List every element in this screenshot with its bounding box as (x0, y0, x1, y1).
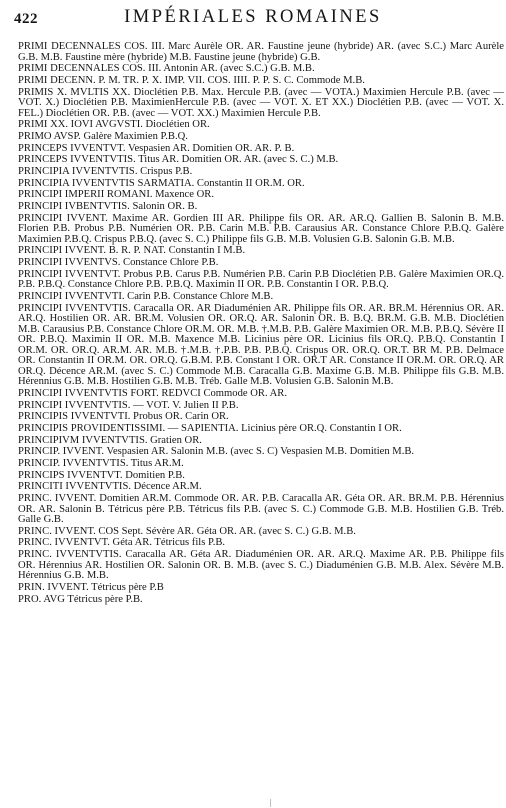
entry-principi-ibentutis: PRINCIPI IVBENTVTIS. Salonin OR. B. (18, 201, 198, 213)
entry-principi-iuventut: PRINCIPI IVVENTVT. Probus P.B. Carus P.B. Numérien P.B. Carin P.B Dioclétien P.B. Galère Maximien OR.Q. P.B. P.B.Q. Constance Chlore P.B. P.B.Q. Maximin II OR. P.B. Constantin I OR. P.B.Q. (18, 268, 504, 291)
entry-princeps-iuventutis: PRINCEPS IVVENTVTIS. Titus AR. Domitien OR. AR. (avec S. C.) M.B. (18, 154, 339, 166)
footer-mark: | (270, 798, 272, 807)
entry-primi-decenn-commode: PRIMI DECENN. P. M. TR. P. X. IMP. VII. COS. IIII. P. P. S. C. Commode M.B. (18, 74, 365, 86)
running-head: IMPÉRIALES ROMAINES (124, 7, 382, 27)
entry-principi-iuvent: PRINCIPI IVVENT. Maxime AR. Gordien III AR. Philippe fils OR. AR. AR.Q. Gallien B. Salonin B. M.B. Florien P.B. Probus P.B. Numérien OR. P.B. Carin M.B. P.B. Carausius AR. Constance Chlore P.B.Q. Galère Maximien P.B.Q. Crispus P.B.Q. (avec S. C.) Philippe fils G.B. M.B. Volusien G.B. Salonin G.B. M.B. (18, 212, 504, 245)
entry-princ-iuvent-cos: PRINC. IVVENT. COS Sept. Sévère AR. Géta OR. AR. (avec S. C.) G.B. M.B. (18, 525, 356, 537)
entry-list (18, 42, 504, 606)
entry-princ-iuventutis: PRINC. IVVENTVTIS. Caracalla AR. Géta AR. Diaduménien OR. AR. AR.Q. Maxime AR. P.B. Philippe fils OR. Hérennius AR. Hostilien OR. Salonin OR. B. M.B. (avec S. C.) Diaduménien G.B. M.B. Alex. Sévère M.B. Hérennius G.B. M.B. (18, 549, 504, 582)
entry-princiti-iuventutis: PRINCITI IVVENTVTIS. Décence AR.M. (18, 481, 202, 493)
entry-pro-aug: PRO. AVG Tétricus père P.B. (18, 593, 143, 605)
entry-princ-iuvent: PRINC. IVVENT. Domitien AR.M. Commode OR. AR. P.B. Caracalla AR. Géta OR. AR. BR.M. P.B. Hérennius OR. AR. Salonin B. Tétricus père P.B. Tétricus fils P.B. (avec S. C.) Commode G.B. M.B. Hostilien G.B. Tréb. Galle G.B. (18, 493, 504, 526)
entry-princip-iuventutis: PRINCIP. IVVENTVTIS. Titus AR.M. (18, 458, 184, 469)
entry-primis-x-multis-xx: PRIMIS X. MVLTIS XX. Dioclétien P.B. Max. Hercule P.B. (avec — VOTA.) Maximien Hercule P.B. (avec — VOT. X.) Dioclétien P.B. MaximienHercule P.B. (avec — VOT. X. ET XX.) Dioclétien P.B. (avec — VOT. X. FEL.) Dioclétien OR. P.B. (avec — VOT. XX.) Maximien Hercule P.B. (18, 86, 504, 119)
entry-primi-decennales-cos-iii-antonin: PRIMI DECENNALES COS. III. Antonin AR. (avec S.C.) G.B. M.B. (18, 63, 315, 75)
entry-principi-iuventuti: PRINCIPI IVVENTVTI. Carin P.B. Constance Chlore M.B. (18, 291, 274, 302)
entry-principis-iuventuti: PRINCIPIS IVVENTVTI. Probus OR. Carin OR. (18, 411, 229, 423)
entry-principi-iuventutis-fort-reduci: PRINCIPI IVVENTVTIS FORT. REDVCI Commode OR. AR. (18, 387, 288, 399)
entry-principium-iuventutis: PRINCIPIVM IVVENTVTIS. Gratien OR. (18, 434, 202, 446)
entry-principi-imperii-romani: PRINCIPI IMPERII ROMANI. Maxence OR. (18, 189, 214, 201)
entry-princip-iuvent: PRINCIP. IVVENT. Vespasien AR. Salonin M.B. (avec S. C) Vespasien M.B. Domitien M.B. (18, 446, 415, 458)
entry-princ-iuventut: PRINC. IVVENTVT. Géta AR. Tétricus fils P.B. (18, 537, 226, 549)
entry-principi-iuventutis: PRINCIPI IVVENTVTIS. Caracalla OR. AR Diaduménien AR. Philippe fils OR. AR. BR.M. Hérennius OR. AR. AR.Q. Hostilien OR. AR. BR.M. Volusien OR. OR.Q. AR. Salonin OR. B. B.Q. BR.M. G.B. M.B. Dioclétien M.B. Carausius P.B. Constance Chlore OR.M. OR. M.B. †.M.B. P.B. Galère Maximien OR. M.B. P.B.Q. Sévère II OR. P.B.Q. Maximin II OR. M.B. Maxence M.B. Licinius père OR. Licinius fils OR.Q. P.B.Q. Constantin I OR.M. OR. OR.Q. AR.M. AR. M.B. †.M.B. †.P.B. P.B. P.B.Q. Crispus OR. OR.Q. OR.T. BR M. P.B. Delmace OR. Constantin II OR.M. OR. OR.Q. G.B.M. P.B. Constant I OR. OR.T AR. Constance II OR.M. OR. OR.Q. AR OR.Q. Décence AR.M. (avec S. C.) Commode M.B. Caracalla G.B. Maxime G.B. M.B. Philippe fils G.B. M.B. Hérennius G.B. M.B. Hostilien G.B. M.B. Tréb. Galle M.B. Volusien G.B. Salonin M.B. (18, 302, 504, 388)
entry-principis-providentissimi: PRINCIPIS PROVIDENTISSIMI. — SAPIENTIA. Licinius père OR.Q. Constantin I OR. (18, 422, 402, 434)
entry-prin-iuvent: PRIN. IVVENT. Tétricus père P.B (18, 581, 164, 593)
entry-principi-iuventutis-vot-v: PRINCIPI IVVENTVTIS. — VOT. V. Julien II P.B. (18, 399, 239, 411)
entry-primi-xx-iovi-augusti: PRIMI XX. IOVI AVGVSTI. Dioclétien OR. (18, 119, 210, 131)
entry-principi-iuventus: PRINCIPI IVVENTVS. Constance Chlore P.B. (18, 257, 219, 269)
page-header (8, 7, 498, 31)
page-number: 422 (14, 11, 38, 27)
entry-princips-iuventut: PRINCIPS IVVENTVT. Domitien P.B. (18, 469, 185, 481)
entry-principi-iuvent-b-r-p-nat: PRINCIPI IVVENT. B. R. P. NAT. Constantin I M.B. (18, 245, 246, 257)
entry-princeps-iuventut: PRINCEPS IVVENTVT. Vespasien AR. Domitien OR. AR. P. B. (18, 142, 295, 154)
entry-principia-iuventutis: PRINCIPIA IVVENTVTIS. Crispus P.B. (18, 166, 193, 177)
entry-principia-iuventutis-sarmatia: PRINCIPIA IVVENTVTIS SARMATIA. Constantin II OR.M. OR. (18, 177, 305, 189)
entry-primo-avsp: PRIMO AVSP. Galère Maximien P.B.Q. (18, 130, 188, 142)
entry-primi-decennales-cos-iii-marc-aurele: PRIMI DECENNALES COS. III. Marc Aurèle OR. AR. Faustine jeune (hybride) AR. (avec S.C.) Marc Aurèle G.B. M.B. Faustine mère (hybride) M.B. Faustine jeune (hybride) G.B. (18, 41, 504, 63)
